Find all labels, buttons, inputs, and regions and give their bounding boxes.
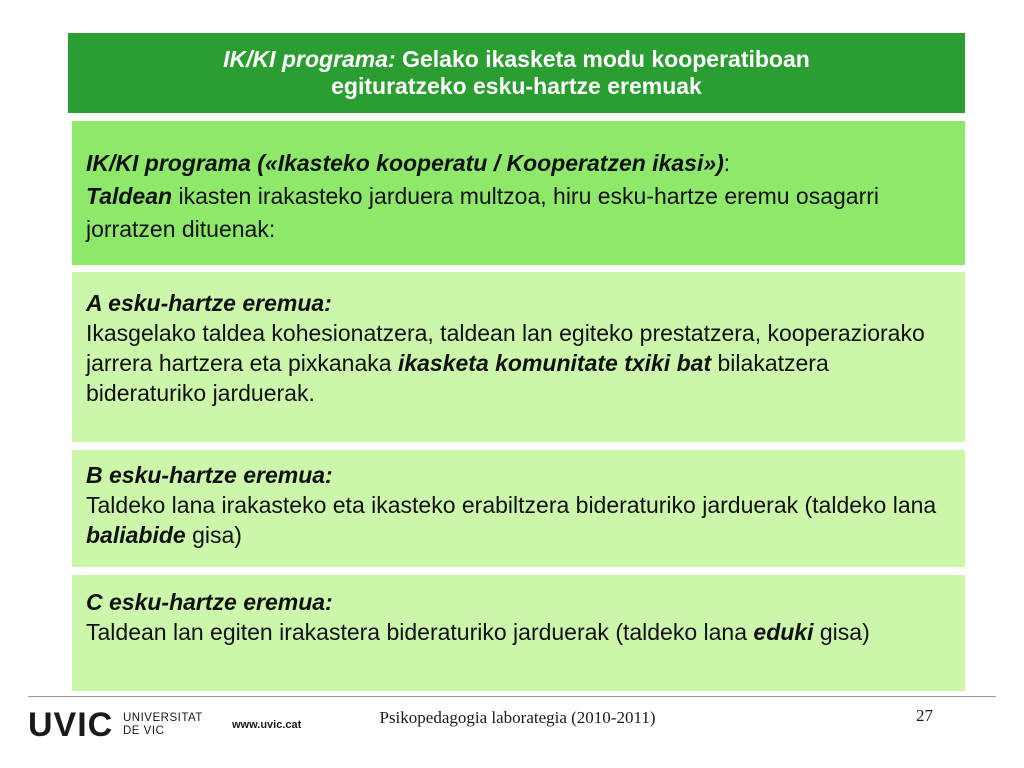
title-program-name: IK/KI programa: [223,46,396,72]
area-c-heading: C esku-hartze eremua: [86,589,333,615]
area-b-text-2: gisa) [185,522,242,548]
area-c-text-2: gisa) [813,619,870,645]
area-b-box [72,450,965,567]
title-line-1 [223,46,810,73]
intro-program-name: IK/KI programa («Ikasteko kooperatu / Kooperatzen ikasi») [86,150,724,176]
logo-main-text: UVIC [28,706,114,744]
slide-title [68,33,965,113]
area-b-text-1: Taldeko lana irakasteko eta ikasteko erabiltzera bideraturiko jarduerak (taldeko lana [86,492,937,518]
footer-url[interactable]: www.uvic.cat [232,719,302,731]
area-b-emphasis: baliabide [86,522,186,548]
area-a-heading: A esku-hartze eremua: [86,290,332,316]
intro-taldean: Taldean [86,183,173,209]
area-c-text-1: Taldean lan egiten irakastera bideraturiko jarduerak (taldeko lana [86,619,754,645]
area-a-text-2: bilakatzera bideraturiko jarduerak. [86,350,829,406]
logo-line-1: UNIVERSITAT [123,712,203,724]
area-a-box [72,272,965,442]
logo-subtext [123,712,203,738]
logo-line-2: DE VIC [123,725,165,737]
area-c-emphasis: eduki [753,619,814,645]
footer-center-text: Psikopedagogia laborategia (2010-2011) [379,708,656,727]
area-c-box [72,575,965,691]
intro-box [72,121,965,265]
area-a-text-1: Ikasgelako taldea kohesionatzera, taldean lan egiteko prestatzera, kooperaziorako jarrera hartzera eta pixkanaka [86,320,925,376]
area-b-body [86,490,953,550]
title-line-2: egituratzeko esku-hartze eremuak [331,73,702,99]
intro-colon: : [723,150,731,176]
area-c-body [86,617,953,647]
page-number: 27 [916,706,933,725]
area-b-heading: B esku-hartze eremua: [86,462,333,488]
title-text: Gelako ikasketa modu kooperatiboan [395,46,810,72]
intro-text: ikasten irakasteko jarduera multzoa, hiru esku-hartze eremu osagarri jorratzen dituenak: [86,183,879,242]
footer-divider [28,696,996,697]
area-a-body [86,318,953,408]
uvic-logo [28,706,228,744]
area-a-emphasis: ikasketa komunitate txiki bat [397,350,712,376]
